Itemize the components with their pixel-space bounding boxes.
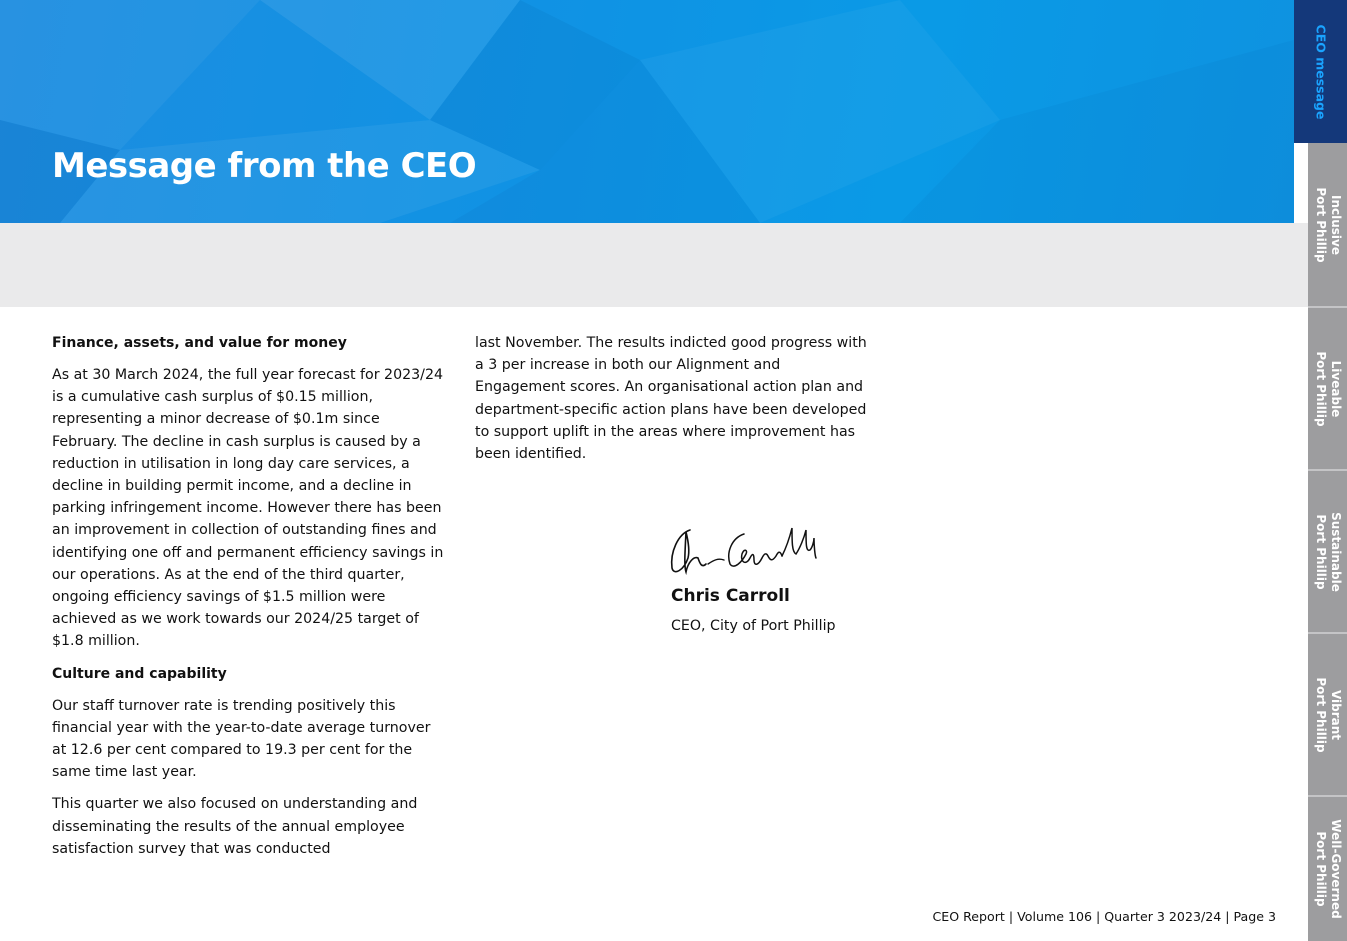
section-tabs [1294, 0, 1347, 941]
finance-paragraph: As at 30 March 2024, the full year forecast for 2023/24 is a cumulative cash surplus of $0.15 million, representing a minor decrease of $0.1m since February. The decline in cash surplus is caused by a reduction in utilisation in long day care services, a decline in building permit income, and a decline in parking infringement income. However there has been an improvement in collection of outstanding fines and identifying one off and permanent efficiency savings in our operations. As at the end of the third quarter, ongoing efficiency savings of $1.5 million were achieved as we work towards our 2024/25 target of $1.8 million. [52, 367, 444, 650]
header-grey-band [0, 223, 1309, 307]
tab-well-governed-port-phillip[interactable] [1308, 797, 1347, 941]
tab-vibrant-port-phillip[interactable] [1308, 634, 1347, 797]
tab-label [1313, 24, 1328, 119]
culture-paragraph: This quarter we also focused on understanding and disseminating the results of the annual employee satisfaction survey that was conducted [52, 796, 418, 857]
finance-heading: Finance, assets, and value for money [52, 335, 347, 351]
continuation-paragraph: last November. The results indicted good progress with a 3 per increase in both our Alignment and Engagement scores. An organisational action plan and department-specific action plans have been developed to support uplift in the areas where improvement has been identified. [475, 335, 867, 463]
tab-label-line: CEO message [1313, 24, 1328, 119]
tab-liveable-port-phillip[interactable] [1308, 308, 1347, 471]
tab-ceo-message[interactable] [1294, 0, 1347, 143]
signature-image [668, 522, 823, 578]
tab-label [1313, 819, 1343, 918]
tab-label [1313, 351, 1343, 426]
tab-inclusive-port-phillip[interactable] [1308, 143, 1347, 308]
tab-label-line: Sustainable [1328, 511, 1343, 592]
culture-heading: Culture and capability [52, 665, 227, 682]
tab-label-line: Port Phillip [1313, 513, 1328, 590]
tab-label-line: Inclusive [1328, 194, 1343, 255]
tab-label-line: Port Phillip [1313, 350, 1328, 427]
tab-label-line: Vibrant [1328, 689, 1343, 740]
tab-label-line: Port Phillip [1313, 831, 1328, 907]
culture-paragraph: Our staff turnover rate is trending positively this financial year with the year-to-date average turnover at 12.6 per cent compared to 19.3 per cent for the same time last year. [52, 697, 431, 781]
tab-label-line: Port Phillip [1313, 676, 1328, 753]
signatory-name: Chris Carroll [671, 586, 790, 606]
tab-label [1313, 512, 1343, 592]
banner-background-pattern [0, 0, 1294, 223]
page-footer: CEO Report | Volume 106 | Quarter 3 2023/24 | Page 3 [932, 909, 1276, 924]
tab-label-line: Liveable [1328, 360, 1343, 417]
tab-label [1313, 677, 1343, 752]
tab-label-line: Port Phillip [1313, 186, 1328, 263]
body-column-right [475, 332, 867, 475]
header-banner [0, 0, 1294, 223]
tab-label-line: Well-Governed [1328, 819, 1343, 919]
page-title: Message from the CEO [52, 146, 477, 186]
body-column-left [52, 332, 444, 870]
tab-sustainable-port-phillip[interactable] [1308, 471, 1347, 634]
signatory-role: CEO, City of Port Phillip [671, 618, 836, 634]
tab-label [1313, 187, 1343, 262]
